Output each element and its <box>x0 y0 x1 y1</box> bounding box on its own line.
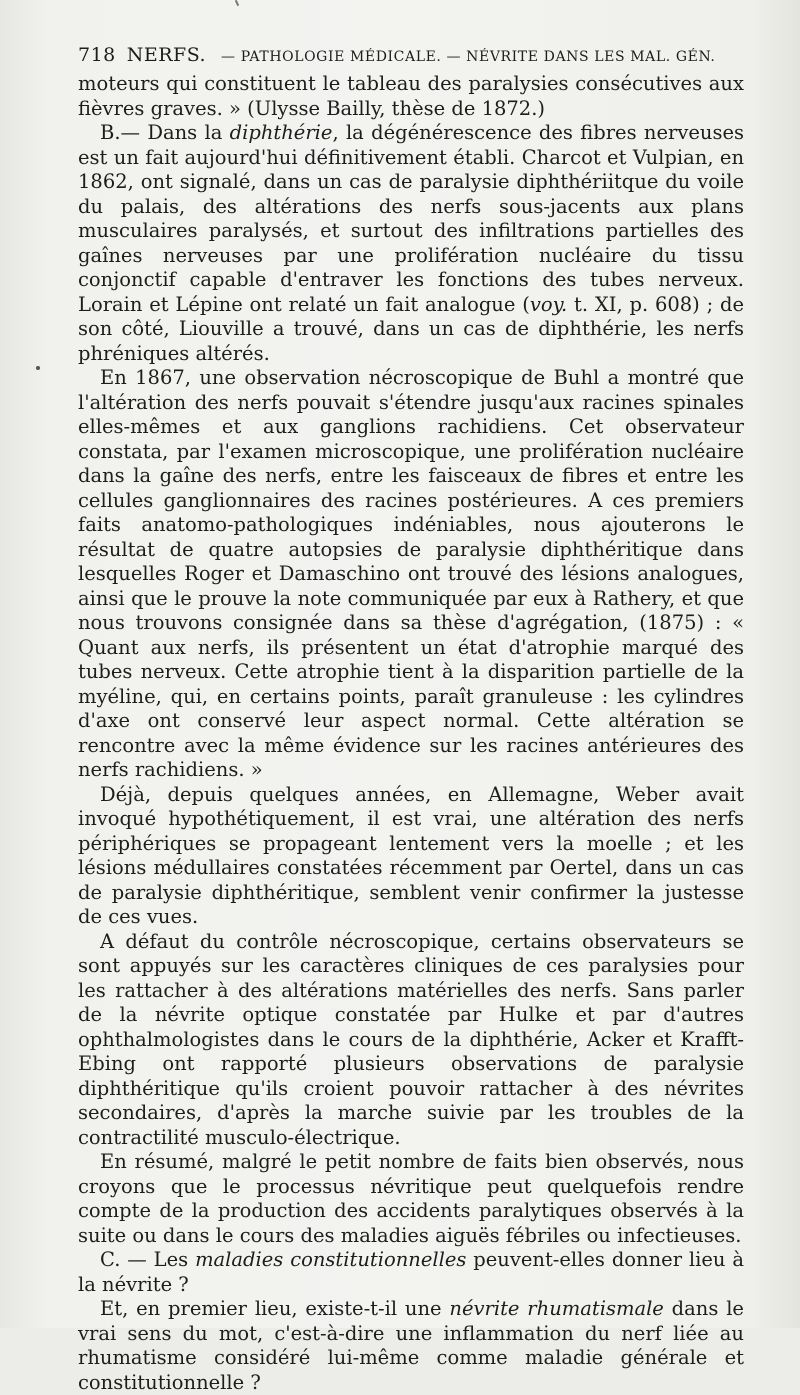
paragraph-continuation: moteurs qui constituent le tableau des paralysies consécutives aux fièvres graves. » (Ulysse Bailly, thèse de 1872.) <box>78 72 744 120</box>
paragraph-clinical: A défaut du contrôle nécroscopique, certains observateurs se sont appuyés sur les caractères cliniques de ces paralysies pour les rattacher à des altérations matérielles des nerfs. Sans parler de la névrite optique constatée par Hulke et par d'autres ophthalmologistes dans le cours de la diphthérie, Acker et Krafft-Ebing ont rapporté plusieurs observations de paralysie diphthéritique qu'ils croient pouvoir rattacher à des névrites secondaires, d'après la marche suivie par les troubles de la contractilité musculo-électrique. <box>78 929 744 1149</box>
paragraph-rheumatic: Et, en premier lieu, existe-t-il une névrite rhumatismale dans le vrai sens du mot, c'est-à-dire une inflammation du nerf liée au rhumatisme considéré lui-même comme maladie générale et constitutionnelle ? <box>78 1297 744 1394</box>
margin-dot <box>36 366 40 370</box>
page-number: 718 <box>78 44 116 66</box>
paragraph-diphtheria: B.— Dans la diphthérie, la dégénérescence des fibres nerveuses est un fait aujourd'hui définitivement établi. Charcot et Vulpian, en 1862, ont signalé, dans un cas de paralysie diphthériitque du voile du palais, des altérations des nerfs sous-jacents aux plans musculaires paralysés, et surtout des infiltrations partielles des gaînes nerveuses par une prolifération nucléaire du tissu conjonctif capable d'entraver les fonctions des tubes nerveux. Lorain et Lépine ont relaté un fait analogue (voy. t. XI, p. 608) ; de son côté, Liouville a trouvé, dans un cas de diphthérie, les nerfs phréniques altérés. <box>78 121 744 365</box>
paragraph-weber: Déjà, depuis quelques années, en Allemagne, Weber avait invoqué hypothétiquement, il est vrai, une altération des nerfs périphériques se propageant lentement vers la moelle ; et les lésions médullaires constatées récemment par Oertel, dans un cas de paralysie diphthéritique, semblent venir confirmer la justesse de ces vues. <box>78 782 744 928</box>
scan-mark <box>235 0 239 6</box>
paragraph-summary: En résumé, malgré le petit nombre de faits bien observés, nous croyons que le processus névritique peut quelquefois rendre compte de la production des accidents paralytiques observés à la suite ou dans le cours des maladies aiguës fébriles ou infectieuses. <box>78 1150 744 1247</box>
paragraph-constitutional: C. — Les maladies constitutionnelles peuvent-elles donner lieu à la névrite ? <box>78 1248 744 1296</box>
paragraph-buhl: En 1867, une observation nécroscopique de Buhl a montré que l'altération des nerfs pouvait s'étendre jusqu'aux racines spinales elles-mêmes et aux ganglions rachidiens. Cet observateur constata, par l'examen microscopique, une prolifération nucléaire dans la gaîne des nerfs, entre les faisceaux de fibres et entre les cellules ganglionnaires des racines postérieures. A ces premiers faits anatomo-pathologiques indéniables, nous ajouterons le résultat de quatre autopsies de paralysie diphthéritique dans lesquelles Roger et Damaschino ont trouvé des lésions analogues, ainsi que le prouve la note communiquée par eux à Rathery, et que nous trouvons consignée dans sa thèse d'agrégation, (1875) : « Quant aux nerfs, ils présentent un état d'atrophie marqué des tubes nerveux. Cette atrophie tient à la disparition partielle de la myéline, qui, en certains points, paraît granuleuse : les cylindres d'axe ont conservé leur aspect normal. Cette altération se rencontre avec la même évidence sur les racines antérieures des nerfs rachidiens. » <box>78 366 744 781</box>
running-head: — PATHOLOGIE MÉDICALE. — NÉVRITE DANS LES MAL. GÉN. <box>221 49 716 65</box>
page-title: NERFS. <box>126 44 207 66</box>
page-header <box>78 44 778 66</box>
body-text <box>78 72 744 1395</box>
